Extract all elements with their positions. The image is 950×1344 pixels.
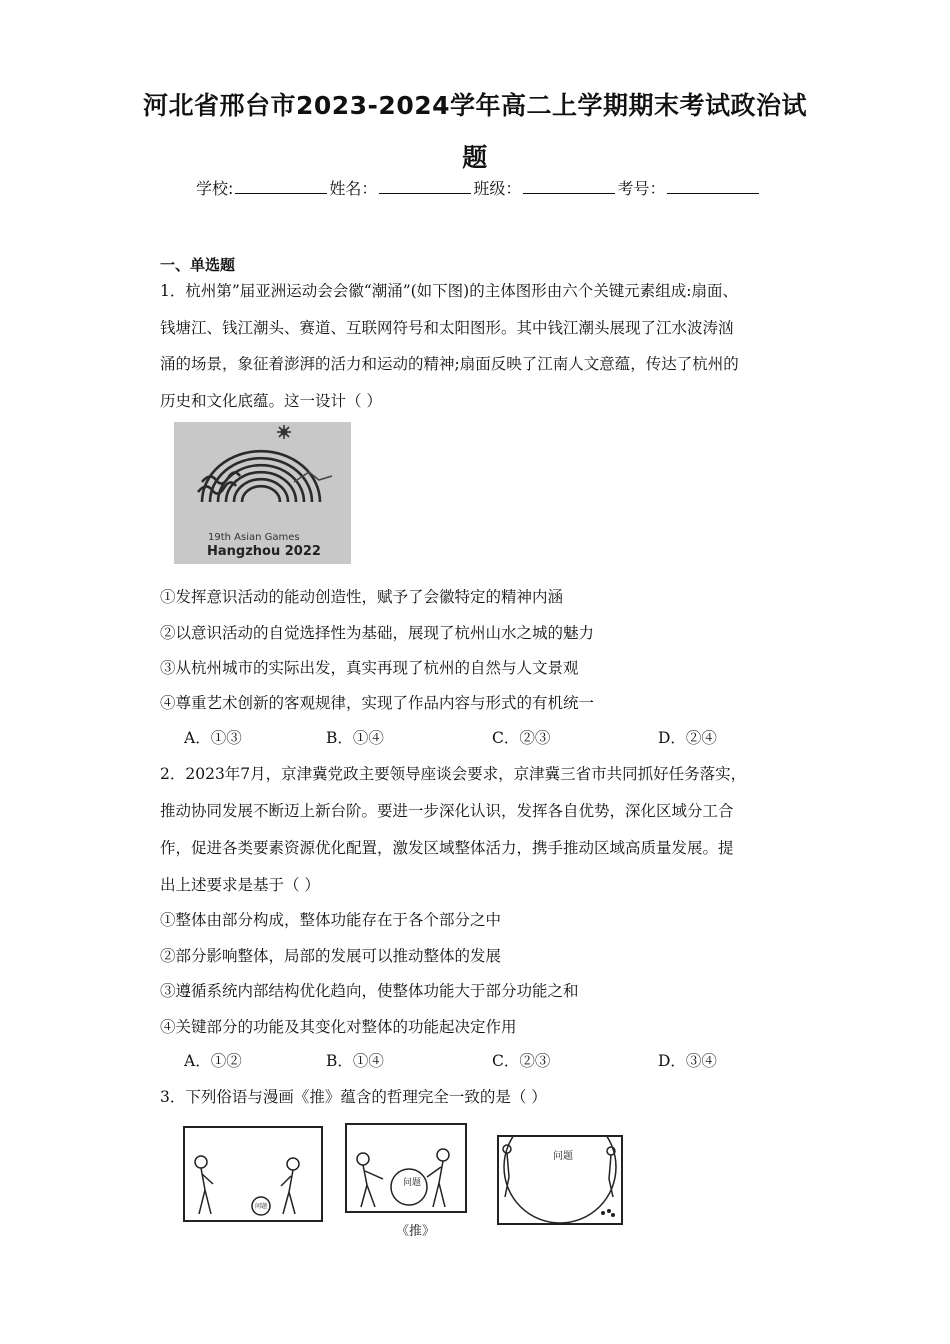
cartoon-big-ball-icon (499, 1137, 621, 1223)
q2-option-b[interactable]: B．①④ (326, 1052, 384, 1070)
cartoon-ball-label-1: 问题 (255, 1203, 268, 1210)
q2-option-a[interactable]: A．①② (184, 1052, 242, 1070)
q1-line-3: 涌的场景，象征着澎湃的活力和运动的精神;扇面反映了江南人文意蕴，传达了杭州的 (160, 355, 739, 373)
q1-line-1: 1．杭州第”届亚洲运动会会徽“潮涌”(如下图)的主体图形由六个关键元素组成:扇面、 (160, 282, 738, 300)
q1-option-a[interactable]: A．①③ (184, 729, 242, 747)
q2-statement-3: ③遵循系统内部结构优化趋向，使整体功能大于部分功能之和 (160, 982, 579, 1000)
q2-statement-4: ④关键部分的功能及其变化对整体的功能起决定作用 (160, 1018, 517, 1036)
cartoon-panel-2 (345, 1123, 467, 1213)
q2-statement-1: ①整体由部分构成，整体功能存在于各个部分之中 (160, 911, 502, 929)
logo-caption-line-1: 19th Asian Games (208, 532, 300, 543)
page-title-line-1: 河北省邢台市2023-2024学年高二上学期期末考试政治试 (142, 91, 808, 120)
q2-line-1: 2．2023年7月，京津冀党政主要领导座谈会要求，京津冀三省市共同抓好任务落实， (160, 765, 747, 783)
name-label: 姓名： (329, 179, 378, 198)
q1-statement-2: ②以意识活动的自觉选择性为基础，展现了杭州山水之城的魅力 (160, 624, 595, 642)
q1-line-2: 钱塘江、钱江潮头、赛道、互联网符号和太阳图形。其中钱江潮头展现了江水波涛汹 (160, 319, 734, 337)
logo-caption-line-2: Hangzhou 2022 (207, 544, 321, 559)
q3-line: 3．下列俗语与漫画《推》蕴含的哲理完全一致的是（ ） (160, 1088, 547, 1106)
cartoon-panel-1 (183, 1126, 323, 1222)
q1-option-c[interactable]: C．②③ (492, 729, 551, 747)
q2-line-3: 作，促进各类要素资源优化配置，激发区域整体活力，携手推动区域高质量发展。提 (160, 839, 734, 857)
cartoon-push-icon (347, 1125, 465, 1211)
cartoon-ball-label-2: 问题 (403, 1178, 422, 1188)
cartoon-caption: 《推》 (396, 1224, 436, 1239)
section-title: 一、单选题 (160, 256, 236, 274)
q1-line-4: 历史和文化底蕴。这一设计（ ） (160, 392, 382, 410)
q1-option-b[interactable]: B．①④ (326, 729, 384, 747)
school-blank (235, 179, 327, 194)
cartoon-figures-icon (185, 1128, 321, 1220)
q1-statement-4: ④尊重艺术创新的客观规律，实现了作品内容与形式的有机统一 (160, 694, 595, 712)
page-title-line-2: 题 (462, 143, 488, 172)
q2-option-c[interactable]: C．②③ (492, 1052, 551, 1070)
q1-statement-1: ①发挥意识活动的能动创造性，赋予了会徽特定的精神内涵 (160, 588, 564, 606)
name-blank (379, 179, 471, 194)
student-info-row (196, 176, 761, 199)
school-label: 学校: (196, 179, 234, 198)
number-blank (667, 179, 759, 194)
q1-statement-3: ③从杭州城市的实际出发，真实再现了杭州的自然与人文景观 (160, 659, 579, 677)
q2-statement-2: ②部分影响整体，局部的发展可以推动整体的发展 (160, 947, 502, 965)
cartoon-panel-3 (497, 1135, 623, 1225)
number-label: 考号： (617, 179, 666, 198)
q2-line-4: 出上述要求是基于（ ） (160, 876, 320, 894)
cartoon-ball-label-3: 问题 (553, 1151, 573, 1162)
asian-games-emblem-icon (174, 422, 351, 564)
class-blank (523, 179, 615, 194)
q1-option-d[interactable]: D．②④ (658, 729, 717, 747)
q2-option-d[interactable]: D．③④ (658, 1052, 717, 1070)
asian-games-logo (174, 422, 351, 564)
q2-line-2: 推动协同发展不断迈上新台阶。要进一步深化认识，发挥各自优势，深化区域分工合 (160, 802, 734, 820)
class-label: 班级： (473, 179, 522, 198)
